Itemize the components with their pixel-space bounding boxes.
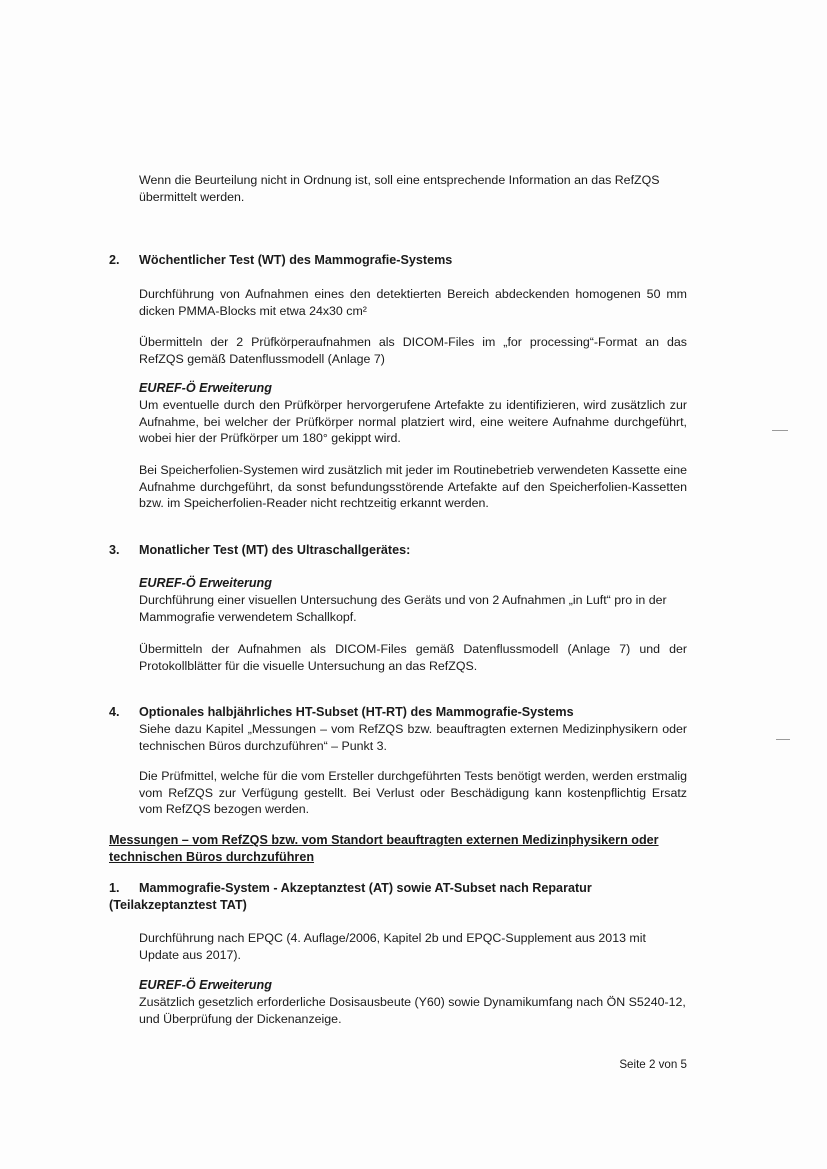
scan-mark: [776, 739, 790, 740]
item-2-euref-label: EUREF-Ö Erweiterung: [139, 381, 272, 395]
item-3-paragraph-1: Durchführung einer visuellen Untersuchung des Geräts und von 2 Aufnahmen „in Luft“ pro in der Mammografie verwendetem Schallkopf.: [139, 593, 667, 624]
item-2-number: 2.: [109, 253, 120, 267]
item-3-heading: [109, 542, 689, 559]
item-3-euref-label: EUREF-Ö Erweiterung: [139, 576, 272, 590]
item-s1-heading: [109, 880, 689, 913]
item-s1-euref-label: EUREF-Ö Erweiterung: [139, 978, 272, 992]
item-4-paragraph-1: Siehe dazu Kapitel „Messungen – vom RefZQS bzw. beauftragten externen Medizinphysikern oder technischen Büros durchzuführen“ – Punkt 3.: [139, 722, 687, 753]
item-s1-number: 1.: [109, 881, 120, 895]
page-number: Seite 2 von 5: [619, 1058, 687, 1071]
item-4-heading: [109, 704, 689, 721]
item-2-title: Wöchentlicher Test (WT) des Mammografie-Systems: [139, 253, 453, 267]
item-2-paragraph-3: Um eventuelle durch den Prüfkörper hervorgerufene Artefakte zu identifizieren, wird zusätzlich zur Aufnahme, bei welcher der Prüfkörper normal platziert wird, eine weitere Aufnahme durchgeführt, wobei hier der Prüfkörper um 180° gekippt wird.: [139, 398, 687, 446]
item-s1-paragraph-1: Durchführung nach EPQC (4. Auflage/2006, Kapitel 2b und EPQC-Supplement aus 2013 mit Update aus 2017).: [139, 931, 646, 962]
item-2-heading: [109, 252, 689, 269]
section-heading-messungen: Messungen – vom RefZQS bzw. vom Standort beauftragten externen Medizinphysikern oder technischen Büros durchzuführen: [109, 833, 659, 864]
item-s1-title: Mammografie-System - Akzeptanztest (AT) sowie AT-Subset nach Reparatur (Teilakzeptanztest TAT): [109, 881, 592, 912]
item-3-paragraph-2: Übermitteln der Aufnahmen als DICOM-Files gemäß Datenflussmodell (Anlage 7) und der Protokollblätter für die visuelle Untersuchung an das RefZQS.: [139, 642, 687, 673]
item-4-title: Optionales halbjährliches HT-Subset (HT-RT) des Mammografie-Systems: [139, 705, 574, 719]
item-2-paragraph-4: Bei Speicherfolien-Systemen wird zusätzlich mit jeder im Routinebetrieb verwendeten Kassette eine Aufnahme durchgeführt, da sonst befundungsstörende Artefakte auf den Speicherfolien-Kassetten bzw. im Speicherfolien-Reader nicht rechtzeitig erkannt werden.: [139, 463, 687, 511]
item-2-paragraph-2: Übermitteln der 2 Prüfkörperaufnahmen als DICOM-Files im „for processing“-Format an das RefZQS gemäß Datenflussmodell (Anlage 7): [139, 335, 687, 366]
item-3-number: 3.: [109, 543, 120, 557]
item-3-title: Monatlicher Test (MT) des Ultraschallgerätes:: [139, 543, 411, 557]
item-2-paragraph-1: Durchführung von Aufnahmen eines den detektierten Bereich abdeckenden homogenen 50 mm dicken PMMA-Blocks mit etwa 24x30 cm²: [139, 287, 687, 318]
item-s1-paragraph-2: Zusätzlich gesetzlich erforderliche Dosisausbeute (Y60) sowie Dynamikumfang nach ÖN S5240-12, und Überprüfung der Dickenanzeige.: [139, 995, 686, 1026]
intro-paragraph: Wenn die Beurteilung nicht in Ordnung ist, soll eine entsprechende Information an das RefZQS übermittelt werden.: [139, 173, 660, 204]
item-4-number: 4.: [109, 705, 120, 719]
scan-mark: [772, 430, 788, 431]
item-4-paragraph-2: Die Prüfmittel, welche für die vom Ersteller durchgeführten Tests benötigt werden, werden erstmalig vom RefZQS zur Verfügung gestellt. Bei Verlust oder Beschädigung kann kostenpflichtig Ersatz vom RefZQS bezogen werden.: [139, 769, 687, 817]
